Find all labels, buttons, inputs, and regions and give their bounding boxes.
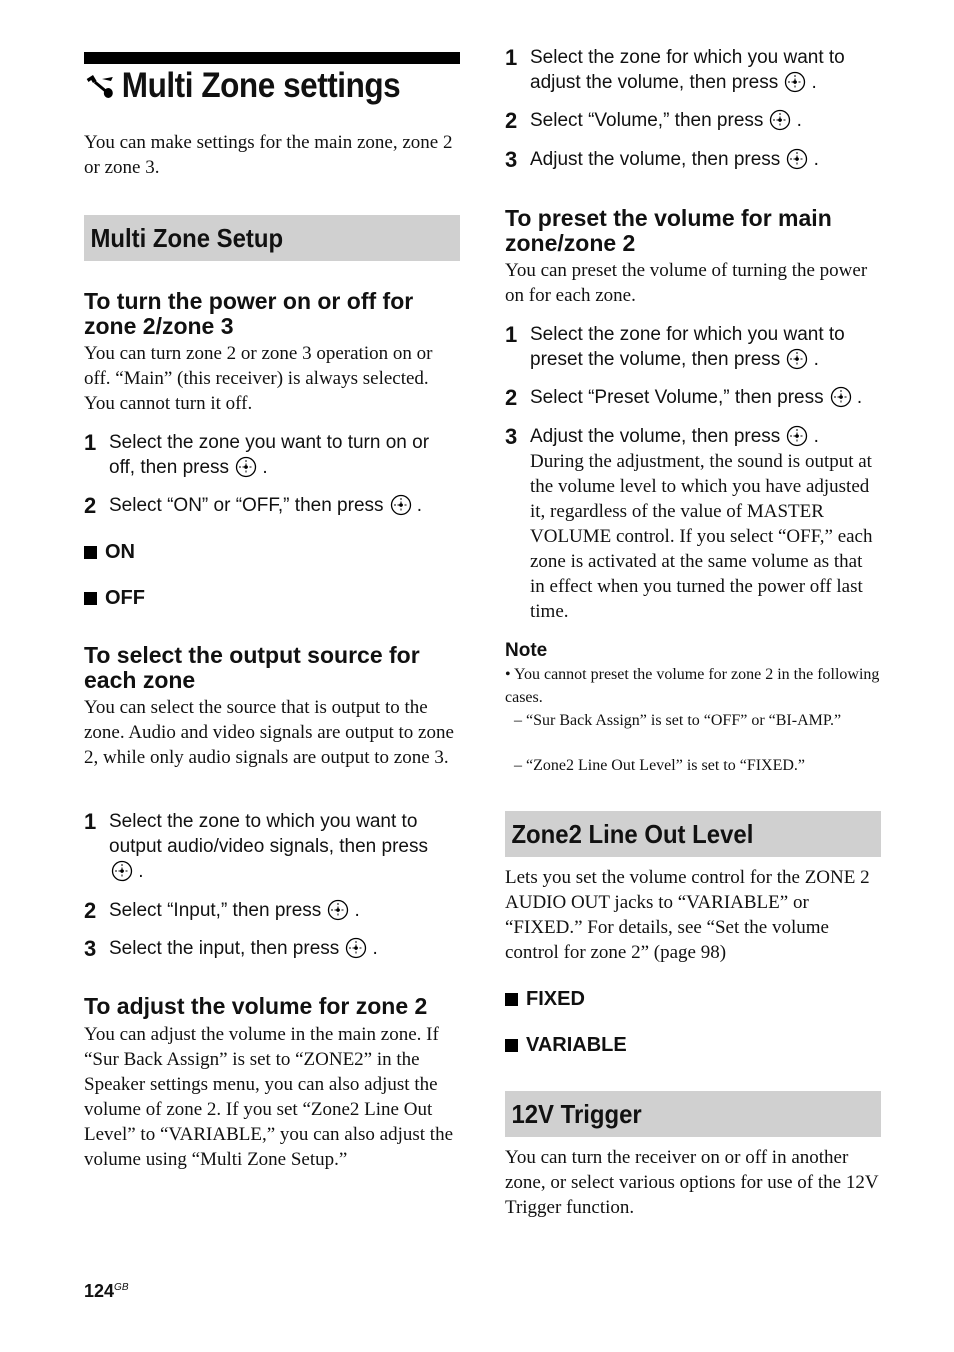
step-item: 1 Select the zone you want to turn on or off, then press . [84, 430, 430, 478]
source-body: You can select the source that is output to the zone. Audio and video signals are output to zone 2, while only audio signals are output to zone 3. [84, 697, 454, 768]
subsection-heading-power: To turn the power on or off for zone 2/zone 3 [84, 288, 414, 339]
page-title-text: Multi Zone settings [121, 66, 401, 105]
enter-button-icon [769, 109, 791, 131]
step-item: 3 Adjust the volume, then press . During the adjustment, the sound is output at the volume level to which you have adjusted it, regardless of the value of MASTER VOLUME control. If you select “OFF,” each zone is activated at the same volume as that in effect when you turned the power off last time. [505, 424, 881, 624]
enter-button-icon [235, 456, 257, 478]
bullet-square-icon [505, 1039, 518, 1052]
option-label: OFF [105, 587, 145, 609]
page-region-suffix: GB [114, 1282, 129, 1293]
option-variable [505, 1034, 627, 1057]
zone2-body: Lets you set the volume control for the ZONE 2 AUDIO OUT jacks to “VARIABLE” or “FIXED.” For details, see “Set the volume control for zone 2” (page 98) [505, 867, 870, 963]
bullet-square-icon [84, 592, 97, 605]
option-fixed [505, 988, 585, 1011]
subsection-heading-source: To select the output source for each zone [84, 642, 420, 693]
page-number-value: 124 [84, 1281, 115, 1301]
step-text: Select the zone you want to turn on or off, then press [109, 432, 430, 478]
step-number: 1 [505, 45, 518, 70]
step-item: 2 Select “Preset Volume,” then press . [505, 385, 863, 410]
section-multi-zone-setup [84, 215, 460, 261]
section-zone2-line-out [505, 811, 881, 857]
step-item: 1 Select the zone for which you want to preset the volume, then press . [505, 322, 845, 370]
option-label: FIXED [526, 988, 585, 1010]
trigger-body: You can turn the receiver on or off in another zone, or select various options for use of the 12V Trigger function. [505, 1147, 879, 1218]
enter-button-icon [830, 386, 852, 408]
note-heading: Note [505, 640, 548, 661]
enter-button-icon [786, 348, 808, 370]
step-number: 1 [84, 809, 97, 834]
enter-button-icon [786, 425, 808, 447]
step-number: 1 [84, 430, 97, 455]
zone-tool-icon [84, 71, 116, 101]
step-text: Select the zone for which you want to adjust the volume, then press [530, 47, 845, 93]
step-number: 3 [505, 424, 518, 449]
step-text: Select the zone for which you want to preset the volume, then press [530, 324, 845, 370]
step-text: Select “ON” or “OFF,” then press [109, 495, 384, 516]
preset-body: You can preset the volume of turning the power on for each zone. [505, 260, 868, 306]
subsection-heading-preset: To preset the volume for main zone/zone 2 [505, 205, 832, 256]
enter-button-icon [786, 148, 808, 170]
step-text: Select “Volume,” then press [530, 110, 764, 131]
step-item: 3 Select the input, then press . [84, 936, 378, 961]
step-text: Adjust the volume, then press [530, 426, 781, 447]
volume-body: You can adjust the volume in the main zone. If “Sur Back Assign” is set to “ZONE2” in the Speaker settings menu, you can also adjust the volume of zone 2. If you set “Zone2 Line Out Level” to “VARIABLE,” you can also adjust the volume using “Multi Zone Setup.” [84, 1024, 453, 1170]
intro-text: You can make settings for the main zone, zone 2 or zone 3. [84, 132, 453, 178]
note-bullet: • You cannot preset the volume for zone 2 in the following cases. [505, 666, 880, 706]
step-item: 2 Select “Input,” then press . [84, 898, 360, 923]
option-on [84, 541, 135, 564]
section-12v-trigger [505, 1091, 881, 1137]
step-number: 2 [505, 108, 518, 133]
step-text: Select the input, then press [109, 938, 340, 959]
step-item: 2 Select “Volume,” then press . [505, 108, 802, 133]
note-item: – “Zone2 Line Out Level” is set to “FIXED.” [514, 757, 806, 774]
step-text: Select the zone to which you want to output audio/video signals, then press [109, 811, 428, 857]
step-item: 3 Adjust the volume, then press . [505, 147, 819, 172]
step-item: 2 Select “ON” or “OFF,” then press . [84, 493, 423, 518]
section-heading: Zone2 Line Out Level [511, 818, 754, 849]
title-rule [84, 52, 460, 64]
step-text: Adjust the volume, then press [530, 149, 781, 170]
bullet-square-icon [505, 993, 518, 1006]
option-off [84, 587, 145, 610]
step-number: 2 [84, 898, 97, 923]
step-item: 1 Select the zone to which you want to output audio/video signals, then press . [84, 809, 428, 882]
section-heading: Multi Zone Setup [90, 222, 284, 253]
enter-button-icon [111, 860, 133, 882]
power-body: You can turn zone 2 or zone 3 operation on or off. “Main” (this receiver) is always selected. You cannot turn it off. [84, 343, 433, 414]
step-number: 2 [84, 493, 97, 518]
note-item: – “Sur Back Assign” is set to “OFF” or “BI-AMP.” [514, 712, 842, 729]
enter-button-icon [345, 937, 367, 959]
enter-button-icon [784, 71, 806, 93]
step-text: Select “Input,” then press [109, 900, 322, 921]
step-item: 1 Select the zone for which you want to adjust the volume, then press . [505, 45, 845, 93]
enter-button-icon [390, 494, 412, 516]
step-text: Select “Preset Volume,” then press [530, 387, 824, 408]
section-heading: 12V Trigger [511, 1098, 642, 1129]
option-label: VARIABLE [526, 1034, 627, 1056]
page-title [84, 66, 400, 106]
bullet-square-icon [84, 546, 97, 559]
step-number: 3 [505, 147, 518, 172]
step-number: 1 [505, 322, 518, 347]
page-number [84, 1281, 129, 1302]
option-label: ON [105, 541, 135, 563]
step-detail: During the adjustment, the sound is output at the volume level to which you have adjusted it, regardless of the value of MASTER VOLUME control. If you select “OFF,” each zone is activated at the same volume as that in effect when you turned the power off last time. [530, 451, 873, 622]
step-number: 3 [84, 936, 97, 961]
subsection-heading-volume: To adjust the volume for zone 2 [84, 993, 428, 1019]
step-number: 2 [505, 385, 518, 410]
enter-button-icon [327, 899, 349, 921]
